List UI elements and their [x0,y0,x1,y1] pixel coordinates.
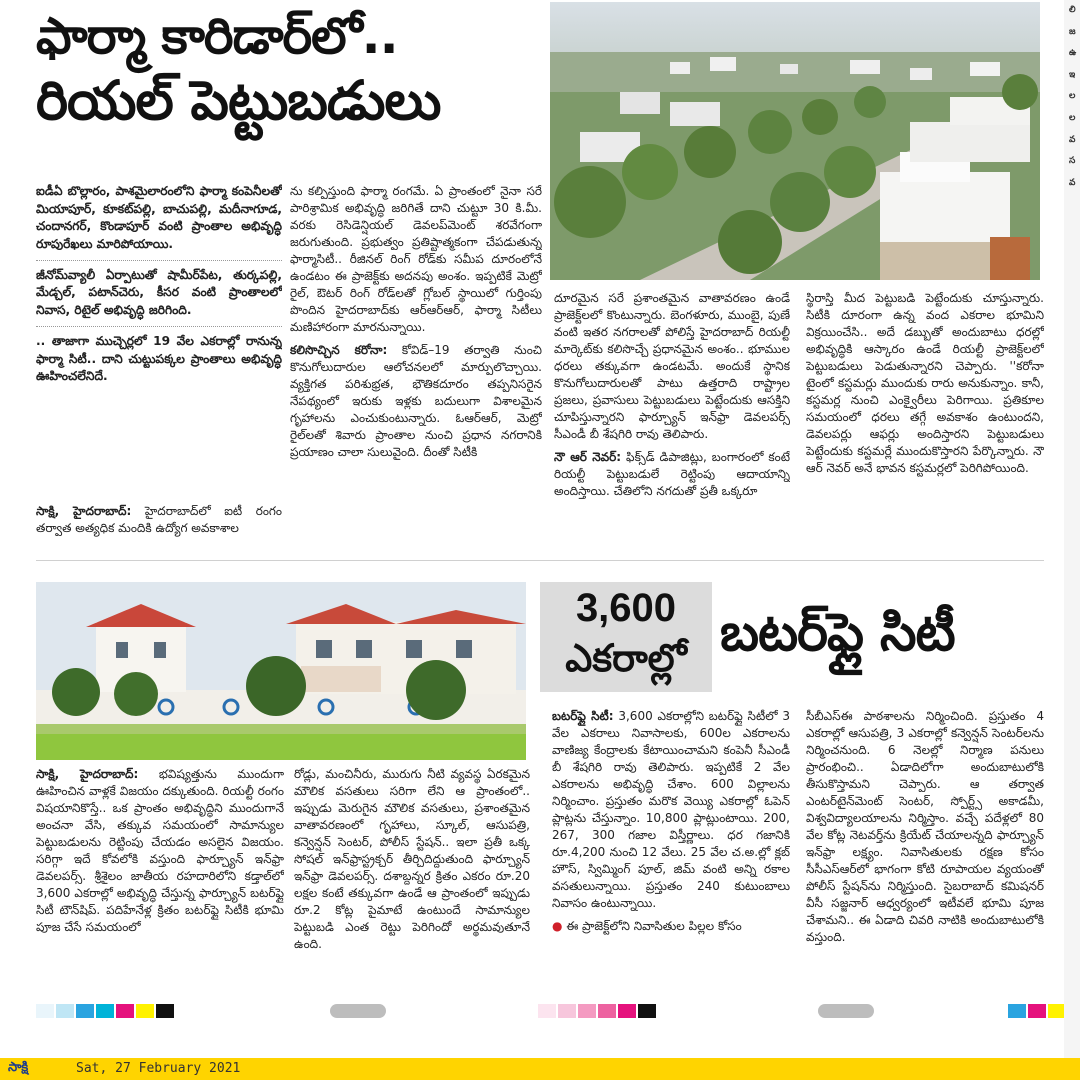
swatch [598,1004,616,1018]
article1-lead-points [36,183,282,493]
article2-column-3 [552,708,790,992]
swatch [558,1004,576,1018]
section-divider [36,560,1044,561]
divider [36,326,282,327]
villa-illustration [36,582,526,760]
aerial-villas-illustration [550,2,1040,280]
article2-column-1 [36,766,284,992]
article2-col3-subhead: బటర్‌ఫ్లై సిటీ: [552,709,614,723]
registration-pill [818,1004,874,1018]
article1-col4-text: స్థిరాస్తి మీద పెట్టుబడి పెట్టేందుకు చూస్తున్నారు. సిటీకి దూరంగా ఉన్న వంద ఎకరాల భూమిని విక్రయించేసి.. అదే డబ్బుతో అందుబాటు ధరల్లో అభివృద్ధికి ఆస్కారం ఉండే రియల్టీ ప్రాజెక్ట్‌లలో పెట్టుబడులు పెడుతున్నారని చెప్పారు. ''కరోనా టైంలో కస్టమర్లు ముందుకు రారు అనుకున్నాం. కానీ, కస్టమర్ల నుంచి ఎంక్వైరీలు పెరిగాయి. ప్రతికూల సమయంలో ధరలు తగ్గే అవకాశం ఉంటుందని, డెవలపర్లు ఆఫర్లు అందిస్తారని పెట్టుబడులు పెట్టేందుకు కస్టమర్లే ముందుకొస్తారని పేర్కొన్నారు. నౌ ఆర్ నెవర్ అనే భావన కస్టమర్లలో పెరిగిపోయింది. [806,291,1044,476]
article2-col2-text: రోడ్లు, మంచినీరు, మురుగు నీటి వ్యవస్థ ఏరకమైన మౌలిక వసతులు సరిగా లేని ఆ ప్రాంతంలో.. ఇప్పుడు మెరుగైన మౌలిక వసతులు, ప్రశాంతమైన వాతావరణంలో గృహాలు, స్కూల్, ఆసుపత్రి, కన్వెన్షన్ సెంటర్, పోలీస్ స్టేషన్.. ఇలా ప్రతీ ఒక్క సోషల్ ఇన్‌ఫ్రాస్ట్రక్చర్ తీర్చిదిద్దుతుంది ఫార్చ్యూన్ ఇన్‌ఫ్రా డెవలపర్స్. దశాబ్దన్నర క్రితం ఎకరం రూ.20 లక్షల కంటే తక్కువగా ఉండే ఆ ప్రాంతంలో ఇప్పుడు రూ.2 కోట్ల పైమాటే ఉంటుందే సామాన్యుల పెట్టుబడి ఎంత రెట్టు పెరిగిందో అర్థమవుతూనే ఉంది. [294,767,530,952]
swatch [618,1004,636,1018]
registration-colorbar-center [538,1004,656,1018]
edition-date: Sat, 27 February 2021 [76,1061,241,1076]
article1-col3-text: దూరమైన సరే ప్రశాంతమైన వాతావరణం ఉండే ప్రాజెక్ట్‌లలో కొంటున్నారు. బెంగళూరు, ముంబై, పుణే వంటి ఇతర నగరాలతో పోలిస్తే హైదరాబాద్ రియల్టీ మార్కెట్‌కు కలిసొచ్చే ప్రధానమైన అంశం.. భూముల ధరలు తక్కువగా ఉండటమే. అందుకే స్థానిక కొనుగోలుదారులతో పాటు ఉత్తరాది రాష్ట్రాల ప్రజలు, ప్రవాసులు పెట్టుబడులు పెట్టేందుకు ఆసక్తిని చూపిస్తున్నారని ఫార్చ్యూన్ ఇన్‌ఫ్రా డెవలపర్స్ సీఎండీ బీ శేషగిరి రావు తెలిపారు. [554,291,790,442]
swatch [578,1004,596,1018]
article1-headline-line1: ఫార్మా కారిడార్‌లో.. [36,7,398,65]
badge-unit: ఎకరాల్లో [565,636,687,680]
registration-colorbar-right [1008,1004,1066,1018]
badge-number: 3,600 [575,586,677,630]
lead-point-1: ఐడీఏ బొల్లారం, పాశమైలారంలోని ఫార్మా కంపెనీలతో మియాపూర్, కూకట్‌పల్లి, బాచుపల్లి, మదీనాగూడ, చందానగర్, కొండాపూర్ వంటి ప్రాంతాల అభివృద్ధి రూపురేఖలు మారిపోయాయి. [36,184,282,252]
article1-headline [36,7,546,132]
article2-col1-text: భవిష్యత్తును ముందుగా ఊహించిన వాళ్లకే విజయం దక్కుతుంది. రియల్టీ రంగం విషయానికొస్తే.. ఒక ప్రాంతం అభివృద్ధిని ముందుగానే అంచనా వేసి, తక్కువ సమయంలో సామాన్యుల పెట్టుబడులను రెట్టింపు చేయడం అసలైన విజయం. సరిగ్గా ఇదే కోవలోకి వస్తుంది ఫార్చ్యూన్ ఇన్‌ఫ్రా డెవలపర్స్. శ్రీశైలం జాతీయ రహదారిలోని కడ్తాల్‌లో 3,600 ఎకరాల్లో అభివృద్ధి చేస్తున్న ఫార్చ్యూన్ బటర్‌ఫ్లై సిటీ టౌన్‌షిప్. పదిహేనేళ్ల క్రితం బటర్‌ఫ్లై సిటీకి భూమి పూజ చేసే సమయంలో [36,767,284,935]
article2-headline: బటర్‌ఫ్లై సిటీ [720,603,955,663]
swatch [56,1004,74,1018]
article1-column-3 [554,290,790,546]
article2-col4-text: సీబీఎస్‌ఈ పాఠశాలను నిర్మించింది. ప్రస్తుతం 4 ఎకరాల్లో ఆసుపత్రి, 3 ఎకరాల్లో కన్వెన్షన్ సెంటర్‌లను నిర్మించనుంది. 6 నెలల్లో నిర్మాణ పనులు ప్రారంభించి.. ఏడాదిలోగా అందుబాటులోకి తీసుకొస్తామని చెప్పారు. ఆ తర్వాత ఎంటర్‌టైన్‌మెంట్ సెంటర్, స్పోర్ట్స్ అకాడమీ, విశ్వవిద్యాలయాలను నిర్మిస్తాం. వచ్చే పదేళ్లలో 80 వేల కోట్ల నెటవర్త్‌ను క్రియేట్ చేయాలన్నది ఫార్చ్యూన్ ఇన్‌ఫ్రా లక్ష్యం. నివాసితులకు రక్షణ కోసం సీసీఎస్‌ఆర్‌లో భాగంగా కోటి రూపాయల వ్యయంతో పోలీస్ స్టేషన్‌ను నిర్మిస్తుంది. సైబరాబాద్ కమిషనర్ వీసీ సజ్జనార్ ఆధ్వర్యంలో ఇటీవలే భూమి పూజ చేశామని.. ఈ ఏడాది చివరి నాటికి అందుబాటులోకి వస్తుంది. [806,709,1044,945]
article2-column-2 [294,766,530,992]
swatch [156,1004,174,1018]
lead-point-2: జీనోమ్‌వ్యాలీ ఏర్పాటుతో షామీర్‌పేట, తుర్కపల్లి, మేడ్చల్, పటాన్‌చెరు, కీసర వంటి ప్రాంతాలలో నివాస, రిటైల్ అభివృద్ధి జరిగింది. [36,267,282,318]
registration-colorbar-left [36,1004,174,1018]
swatch [36,1004,54,1018]
article1-dateline: సాక్షి, హైదరాబాద్: [36,504,132,518]
divider [36,260,282,261]
article1-col2-text: ను కల్పిస్తుంది ఫార్మా రంగమే. ఏ ప్రాంతంలో నైనా సరే పారిశ్రామిక అభివృద్ధి జరిగితే దాని చుట్టూ 30 కి.మీ. వరకు రెసిడెన్షియల్ డెవలప్‌మెంట్ శరవేగంగా జరుగుతుంది. ప్రభుత్వం ప్రతిష్టాత్మకంగా చేపడుతున్న ఫార్మాసిటీ.. రీజినల్ రింగ్ రోడ్‌కు సమీప దూరంలోనే ఉండటం ఈ ప్రాజెక్ట్‌కు అదనపు అంశం. ఇప్పటికే మెట్రో రైల్, ఔటర్ రింగ్ రోడ్‌లతో గ్లోబల్ స్థాయిలో గుర్తింపు పొందిన హైదరాబాద్‌కు ఆర్‌ఆర్‌ఆర్, ఫార్మా సిటీలు మణిహారంగా మారనున్నాయి. [290,184,542,335]
article1-headline-line2: రియల్ పెట్టుబడులు [36,68,441,132]
article1-col3-subhead: నౌ ఆర్ నెవర్: [554,450,622,465]
acreage-badge [540,582,712,692]
article1-column-4 [806,290,1044,546]
article1-col2-subhead: కలిసొచ్చిన కరోనా: [290,343,388,358]
swatch [136,1004,154,1018]
swatch [1008,1004,1026,1018]
article2-dateline: సాక్షి, హైదరాబాద్: [36,767,139,781]
registration-pill [330,1004,386,1018]
red-dot-icon: ● [552,919,563,934]
swatch [116,1004,134,1018]
adjacent-page-strip [1064,0,1080,1058]
lead-point-3: .. తాజాగా ముచ్చెర్లలో 19 వేల ఎకరాల్లో రానున్న ఫార్మా సిటీ.. దాని చుట్టుపక్కల ప్రాంతాలు అభివృద్ధి ఊహించలేనిదే. [36,333,282,384]
article2-column-4 [806,708,1044,992]
page-footer [0,1058,1080,1080]
swatch [1028,1004,1046,1018]
article1-column-2 [290,183,542,545]
article1-aerial-photo [550,2,1040,280]
article2-col3-bullet: ఈ ప్రాజెక్ట్‌లోని నివాసితుల పిల్లల కోసం [566,919,742,934]
swatch [538,1004,556,1018]
article1-column-1 [36,503,282,545]
swatch [76,1004,94,1018]
article1-col1-text: హైదరాబాద్‌లో ఐటీ రంగం తర్వాత అత్యధిక మందికి ఉద్యోగ అవకాశాల [36,504,282,536]
article1-col3-text2: ఫిక్స్‌డ్ డిపాజిట్లు, బంగారంలో కంటే రియల్టీ పెట్టుబడులే రెట్టింపు ఆదాయాన్ని అందిస్తాయి. చేతిలోని నగదుతో ప్రతీ ఒక్కరూ [554,450,790,499]
newspaper-logo: సాక్షి [8,1060,29,1075]
swatch [638,1004,656,1018]
adjacent-page-text: లి జ ఉ ఇ ల ల వ స వ [1069,5,1077,188]
swatch [96,1004,114,1018]
article2-col3-text: 3,600 ఎకరాల్లోని బటర్‌ఫ్లై సిటీలో 3 వేల ఎకరాలు నివాసాలకు, 600ల ఎకరాలను వాణిజ్య కేంద్రాలకు కేటాయించామని కంపెనీ సీఎండీ బీ శేషగిరి రావు తెలిపారు. ఇప్పటికే 2 వేల ఎకరాలను అభివృద్ధి చేశాం. 600 విల్లాలను నిర్మించాం. ప్రస్తుతం మరొక వెయ్యి ఎకరాల్లో ఓపెన్ ప్లాట్లను చేస్తున్నాం. 10,800 ప్లాట్లుంటాయి. 200, 267, 300 గజాల విస్తీర్ణాలు. ధర గజానికి రూ.4,200 నుంచి 12 వేలు. 25 వేల చ.అ.ల్లో క్లబ్ హౌస్, స్విమ్మింగ్ పూల్, జిమ్ వంటి అన్ని రకాల వసతులున్నాయి. ప్రస్తుతం 240 కుటుంబాలు నివాసం ఉంటున్నాయి. [552,709,790,911]
article2-villa-photo [36,582,526,760]
article1-col2-text2: కోవిడ్–19 తర్వాతి నుంచి కొనుగోలుదారుల ఆలోచనలలో మార్పులొచ్చాయి. వ్యక్తిగత పరిశుభ్రత, భౌతికదూరం తప్పనిసరైన నేపథ్యంలో ఇరుకు ఇళ్లకు బదులుగా విశాలమైన గృహాలను ఎంచుకుంటున్నారు. ఓఆర్‌ఆర్, మెట్రో రైల్‌లతో శివారు ప్రాంతాల నుంచి ప్రధాన నగరానికి ప్రయాణం చాలా సులువైంది. దీంతో సిటీకి [290,343,542,460]
